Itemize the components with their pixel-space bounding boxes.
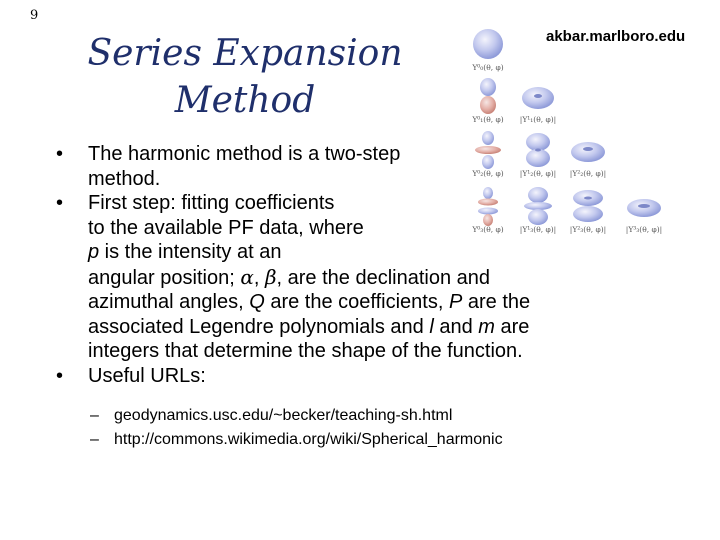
title-line-1: Series Expansion	[87, 33, 403, 74]
bullet-fragment: angular position;	[88, 266, 241, 289]
bullet-fragment: azimuthal angles,	[88, 291, 250, 313]
harmonic-label: |Y¹₁(θ, φ)|	[519, 115, 557, 124]
harmonic-shape-dumbbell	[470, 76, 506, 116]
bullet-first-step	[56, 191, 676, 364]
bullet-dot: •	[56, 364, 64, 387]
harmonic-label: Y⁰₀(θ, φ)	[472, 63, 504, 72]
harmonic-label: Y⁰₃(θ, φ)	[472, 225, 504, 234]
bullet-line	[88, 240, 676, 265]
bullet-fragment: are the	[462, 291, 531, 313]
bullet-dot: •	[56, 192, 64, 214]
var-p: p	[88, 241, 100, 263]
bullet-line	[88, 315, 676, 340]
bullet-fragment: , are the declination and	[276, 266, 491, 289]
title-line-2: Method	[174, 80, 316, 121]
sub-bullet-dash: –	[90, 431, 99, 448]
var-Q: Q	[249, 291, 265, 313]
harmonic-label: Y⁰₂(θ, φ)	[472, 169, 504, 178]
bullet-line: integers that determine the shape of the function.	[88, 340, 523, 362]
var-l: l	[429, 315, 434, 338]
url-item	[56, 428, 676, 452]
harmonic-label: |Y¹₃(θ, φ)|	[519, 225, 557, 234]
bullet-dot: •	[56, 143, 64, 165]
slide-title	[60, 30, 430, 124]
sub-bullet-dash: –	[90, 407, 99, 424]
harmonic-shape-sphere	[470, 24, 506, 64]
slide-number: 9	[30, 8, 39, 23]
var-P: P	[448, 291, 463, 313]
slide-body	[56, 142, 676, 452]
bullet-useful-urls	[56, 364, 676, 389]
bullet-fragment: are the coefficients,	[264, 291, 449, 313]
bullet-line: to the available PF data, where	[88, 216, 364, 239]
bullet-text: The harmonic method is a two-step method.	[88, 143, 401, 190]
harmonic-label: |Y²₃(θ, φ)|	[569, 225, 607, 234]
image-credit: akbar.marlboro.edu	[546, 28, 686, 45]
var-m: m	[478, 315, 495, 338]
url-link-wikimedia[interactable]: http://commons.wikimedia.org/wiki/Spherical_harmonic	[114, 431, 503, 448]
harmonic-label: |Y²₂(θ, φ)|	[569, 169, 607, 178]
bullet-fragment: is the intensity at an	[99, 241, 282, 263]
harmonic-label: |Y³₃(θ, φ)|	[625, 225, 663, 234]
harmonic-shape-torus	[520, 76, 556, 116]
bullet-fragment: associated Legendre polynomials and	[88, 315, 430, 338]
bullet-fragment: ,	[253, 266, 265, 289]
url-link-becker[interactable]: geodynamics.usc.edu/~becker/teaching-sh.html	[114, 407, 453, 424]
bullet-fragment: and	[433, 315, 479, 338]
url-item	[56, 404, 676, 428]
harmonic-cell	[516, 76, 560, 128]
harmonic-label: |Y¹₂(θ, φ)|	[519, 169, 557, 178]
bullet-line	[88, 290, 676, 315]
bullet-text: Useful URLs:	[88, 364, 206, 387]
bullet-fragment: are	[494, 315, 530, 338]
bullet-line: First step: fitting coefficients	[88, 192, 335, 214]
bullet-line	[88, 265, 676, 291]
harmonic-cell	[466, 24, 510, 76]
harmonic-cell	[466, 76, 510, 128]
harmonic-label: Y⁰₁(θ, φ)	[472, 115, 504, 124]
symbol-beta: β	[264, 264, 277, 289]
symbol-alpha: α	[240, 264, 254, 289]
bullet-harmonic-method	[56, 142, 438, 191]
